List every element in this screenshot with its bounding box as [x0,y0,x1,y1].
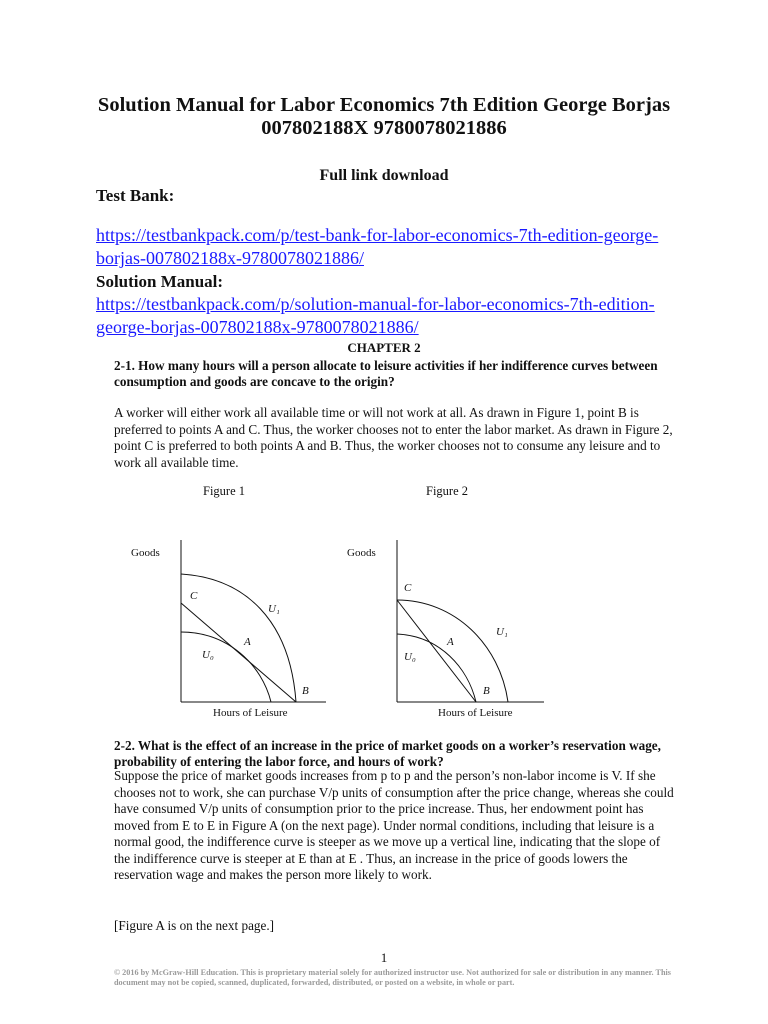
figure-2-label-u1: U₁ [496,626,508,638]
answer-2-1: A worker will either work all available time or will not work at all. As drawn in Figure 1, point B is preferred to points A and C. Thus, the worker chooses not to enter the labor market. As drawn in Figure 2, point C is preferred to both points A and B. Thus, the worker chooses not to consume any leisure and to work all available time. [114,405,673,470]
figure-1 [131,540,326,719]
figure-1-ylabel: Goods [131,547,160,559]
test-bank-link[interactable]: https://testbankpack.com/p/test-bank-for-labor-economics-7th-edition-george-borjas-007802188x-9780078021886/ [96,225,659,268]
chapter-heading: CHAPTER 2 [347,340,421,355]
figure-1-label-b: B [302,685,309,697]
figure-2-label-c: C [404,582,412,594]
figure-2-xlabel: Hours of Leisure [438,707,513,719]
document-title: Solution Manual for Labor Economics 7th Edition George Borjas 007802188X 9780078021886 [97,94,671,139]
answer-2-2: Suppose the price of market goods increases from p to p and the person’s non-labor income is V. If she chooses not to work, she can purchase V/p units of consumption after the price change, whereas she could have consumed V/p units of consumption prior to the price increase. Thus, her endowment point has moved from E to E in Figure A (on the next page). Under normal conditions, including that leisure is a normal good, the indifference curve is steeper as we move up a vertical line, indicating that the slope of the indifference curve is steeper at E than at E . Thus, an increase in the price of goods lowers the reservation wage and makes the person more likely to work. [114,768,674,882]
figure-1-label-c: C [190,590,198,602]
figure-2-label-u0: U₀ [404,651,416,663]
figure-1-curve-u0 [181,632,271,702]
question-2-2: 2-2. What is the effect of an increase in the price of market goods on a worker’s reservation wage, probability of entering the labor force, and hours of work? [114,738,661,769]
next-page-note: [Figure A is on the next page.] [114,918,275,933]
figure-1-label-u1: U₁ [268,603,280,615]
figure-2-curve-u0 [397,634,476,702]
figure-1-title: Figure 1 [203,484,246,498]
figure-1-xlabel: Hours of Leisure [213,707,288,719]
figure-1-budget-line [181,603,296,702]
subtitle: Full link download [319,167,449,184]
question-2-1: 2-1. How many hours will a person allocate to leisure activities if her indifference curves between consumption and goods are concave to the origin? [114,358,658,389]
solution-manual-link[interactable]: https://testbankpack.com/p/solution-manual-for-labor-economics-7th-edition-george-borjas-007802188x-9780078021886/ [96,294,655,337]
figure-2-label-b: B [483,685,490,697]
figure-1-curve-u1 [181,574,296,702]
figure-2 [347,540,544,719]
test-bank-label: Test Bank: [96,186,175,205]
solution-manual-label: Solution Manual: [96,272,224,291]
figure-2-ylabel: Goods [347,547,376,559]
page-number: 1 [380,950,388,965]
copyright-footer: © 2016 by McGraw-Hill Education. This is proprietary material solely for authorized instructor use. Not authorized for sale or distribution in any manner. This document may not be copied, scanned, duplicated, forwarded, distributed, or posted on a website, in whole or part. [114,968,671,987]
figure-1-label-a: A [244,636,251,648]
figure-1-label-u0: U₀ [202,649,214,661]
figure-2-label-a: A [447,636,454,648]
figure-2-title: Figure 2 [426,484,469,498]
